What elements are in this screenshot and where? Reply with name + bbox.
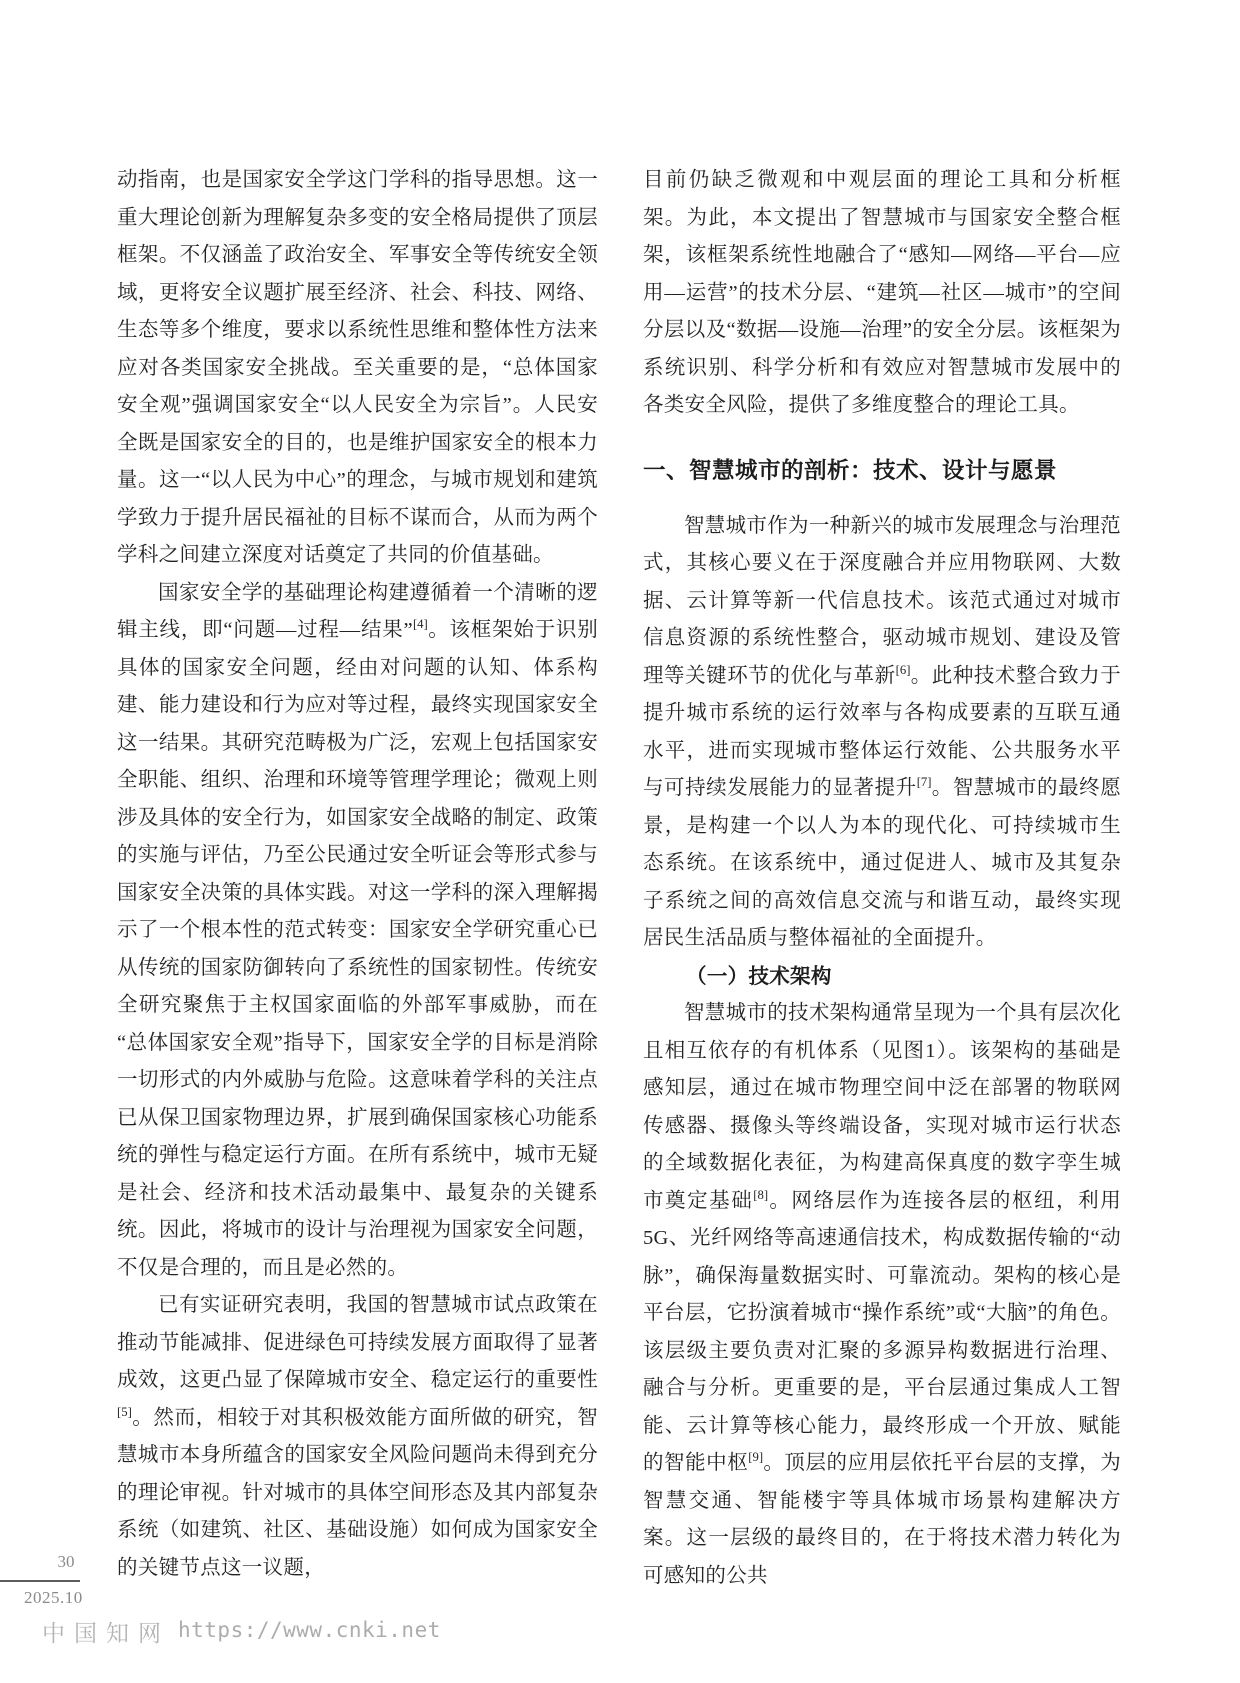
body-paragraph: 目前仍缺乏微观和中观层面的理论工具和分析框架。为此，本文提出了智慧城市与国家安全整合框架，该框架系统性地融合了“感知—网络—平台—应用—运营”的技术分层、“建筑—社区—城市”的空间分层以及“数据—设施—治理”的安全分层。该框架为系统识别、科学分析和有效应对智慧城市发展中的各类安全风险，提供了多维度整合的理论工具。 bbox=[643, 169, 1121, 416]
body-paragraph: 已有实证研究表明，我国的智慧城市试点政策在推动节能减排、促进绿色可持续发展方面取得了显著成效，这更凸显了保障城市安全、稳定运行的重要性[5]。然而，相较于对其积极效能方面所做的研究，智慧城市本身所蕴含的国家安全风险问题尚未得到充分的理论审视。针对城市的具体空间形态及其内部复杂系统（如建筑、社区、基础设施）如何成为国家安全的关键节点这一议题， bbox=[117, 1294, 598, 1579]
left-column bbox=[117, 162, 598, 1587]
body-paragraph: 动指南，也是国家安全学这门学科的指导思想。这一重大理论创新为理解复杂多变的安全格局提供了顶层框架。不仅涵盖了政治安全、军事安全等传统安全领域，更将安全议题扩展至经济、社会、科技、网络、生态等多个维度，要求以系统性思维和整体性方法来应对各类国家安全挑战。至关重要的是，“总体国家安全观”强调国家安全“以人民安全为宗旨”。人民安全既是国家安全的目的，也是维护国家安全的根本力量。这一“以人民为中心”的理念，与城市规划和建筑学致力于提升居民福祉的目标不谋而合，从而为两个学科之间建立深度对话奠定了共同的价值基础。 bbox=[117, 169, 598, 566]
subsection-heading: （一）技术架构 bbox=[686, 964, 832, 988]
body-paragraph: 智慧城市作为一种新兴的城市发展理念与治理范式，其核心要义在于深度融合并应用物联网、大数据、云计算等新一代信息技术。该范式通过对城市信息资源的系统性整合，驱动城市规划、建设及管理等关键环节的优化与革新[6]。此种技术整合致力于提升城市系统的运行效率与各构成要素的互联互通水平，进而实现城市整体运行效能、公共服务水平与可持续发展能力的显著提升[7]。智慧城市的最终愿景，是构建一个以人为本的现代化、可持续城市生态系统。在该系统中，通过促进人、城市及其复杂子系统之间的高效信息交流与和谐互动，最终实现居民生活品质与整体福祉的全面提升。 bbox=[643, 514, 1122, 949]
footer-divider bbox=[0, 1580, 80, 1582]
cnki-watermark: 中国知网 bbox=[42, 1621, 170, 1646]
cnki-watermark-url: https://www.cnki.net bbox=[178, 1618, 441, 1642]
section-heading: 一、智慧城市的剖析：技术、设计与愿景 bbox=[643, 457, 1058, 483]
right-column bbox=[643, 162, 1121, 1595]
issue-date: 2025.10 bbox=[24, 1588, 83, 1607]
body-paragraph: 国家安全学的基础理论构建遵循着一个清晰的逻辑主线，即“问题—过程—结果”[4]。该框架始于识别具体的国家安全问题，经由对问题的认知、体系构建、能力建设和行为应对等过程，最终实现国家安全这一结果。其研究范畴极为广泛，宏观上包括国家安全职能、组织、治理和环境等管理学理论；微观上则涉及具体的安全行为，如国家安全战略的制定、政策的实施与评估，乃至公民通过安全听证会等形式参与国家安全决策的具体实践。对这一学科的深入理解揭示了一个根本性的范式转变：国家安全学研究重心已从传统的国家防御转向了系统性的国家韧性。传统安全研究聚焦于主权国家面临的外部军事威胁，而在“总体国家安全观”指导下，国家安全学的目标是消除一切形式的内外威胁与危险。这意味着学科的关注点已从保卫国家物理边界，扩展到确保国家核心功能系统的弹性与稳定运行方面。在所有系统中，城市无疑是社会、经济和技术活动最集中、最复杂的关键系统。因此，将城市的设计与治理视为国家安全问题，不仅是合理的，而且是必然的。 bbox=[117, 581, 598, 1279]
body-paragraph: 智慧城市的技术架构通常呈现为一个具有层次化且相互依存的有机体系（见图1）。该架构的基础是感知层，通过在城市物理空间中泛在部署的物联网传感器、摄像头等终端设备，实现对城市运行状态的全域数据化表征，为构建高保真度的数字孪生城市奠定基础[8]。网络层作为连接各层的枢纽，利用5G、光纤网络等高速通信技术，构成数据传输的“动脉”，确保海量数据实时、可靠流动。架构的核心是平台层，它扮演着城市“操作系统”或“大脑”的角色。该层级主要负责对汇聚的多源异构数据进行治理、融合与分析。更重要的是，平台层通过集成人工智能、云计算等核心能力，最终形成一个开放、赋能的智能中枢[9]。顶层的应用层依托平台层的支撑，为智慧交通、智能楼宇等具体城市场景构建解决方案。这一层级的最终目的，在于将技术潜力转化为可感知的公共 bbox=[643, 1002, 1122, 1587]
page-number: 30 bbox=[57, 1552, 75, 1571]
